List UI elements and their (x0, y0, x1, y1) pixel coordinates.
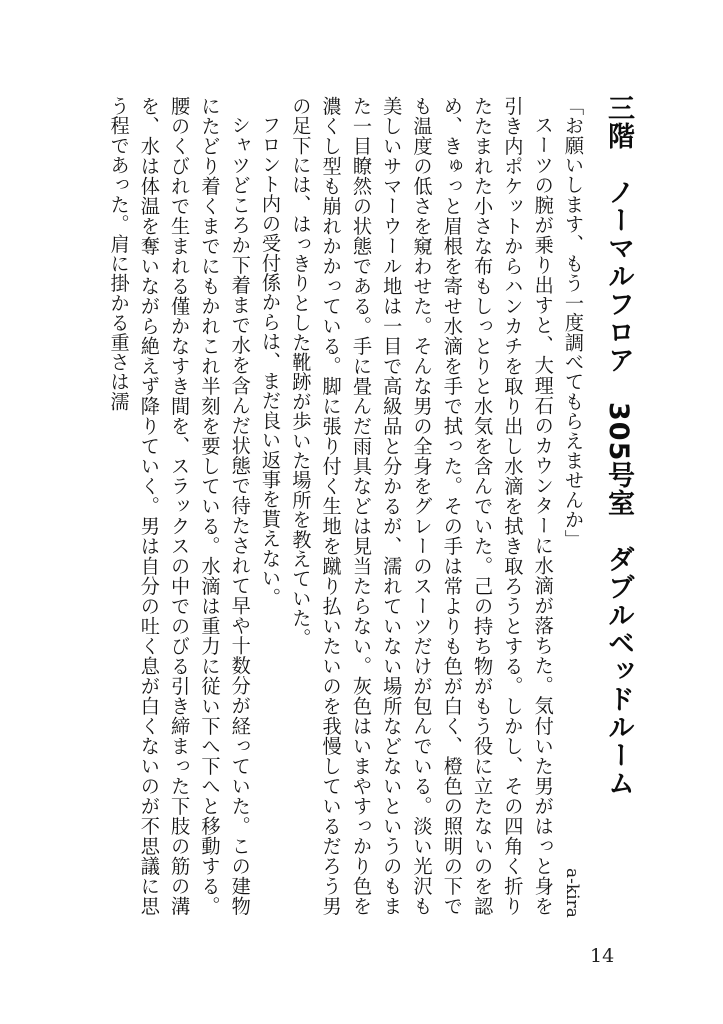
body-text (107, 96, 588, 916)
paragraph: スーツの腕が乗り出すと、大理石のカウンターに水滴が落ちた。気付いた男がはっと身を引き内ポケットからハンカチを取り出し水滴を拭き取ろうとする。しかし、その四角く折りたたまれた小さな布もしっとりと水気を含んでいた。己の持ち物がもう役に立たないのを認め、きゅっと眉根を寄せ水滴を手で拭った。その手は常よりも色が白く、橙色の照明の下でも温度の低さを窺わせた。そんな男の全身をグレーのスーツだけが包んでいる。淡い光沢も美しいサマーウール地は一目で高級品と分かるが、濡れていない場所などないというのもまた一目瞭然の状態である。手に畳んだ雨具などは見当たらない。灰色はいまやすっかり色を濃くし型も崩れかかっている。脚に張り付く生地を蹴り払いたいのを我慢しているだろう男の足下には、はっきりとした靴跡が歩いた場所を教えていた。 (289, 96, 555, 916)
paragraph-dialogue: 「お願いします、もう一度調べてもらえませんか」 (562, 96, 585, 550)
paragraph: シャツどころか下着まで水を含んだ状態で待たされて早や十数分が経っていた。この建物にたどり着くまでにもかれこれ半刻を要している。水滴は重力に従い下へ下へと移動する。腰のくびれで生まれる僅かなすき間を、スラックスの中でのびる引き締まった下肢の筋の溝を、水は体温を奪いながら絶えず降りていく。男は自分の吐く息が白くないのが不思議に思う程であった。肩に掛かる重さは濡 (107, 96, 252, 916)
page-number: 14 (590, 945, 615, 967)
chapter-title: 三階 ノーマルフロア 305号室 ダブルベッドルーム (603, 94, 634, 798)
author-name: a-kira (562, 868, 582, 918)
paragraph: フロント内の受付係からは、まだ良い返事を貰えない。 (259, 115, 283, 608)
